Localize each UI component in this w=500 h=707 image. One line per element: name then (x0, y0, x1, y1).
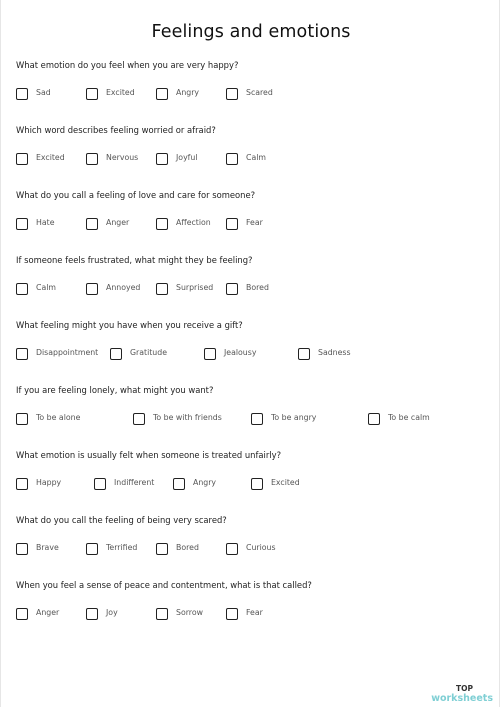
option-checkbox[interactable] (16, 474, 61, 490)
option-checkbox[interactable] (156, 539, 199, 555)
option-label: Hate (36, 217, 55, 227)
option-checkbox[interactable] (173, 474, 216, 490)
question-6: If you are feeling lonely, what might you want? (16, 385, 214, 395)
option-checkbox[interactable] (86, 539, 137, 555)
option-checkbox[interactable] (226, 149, 266, 165)
question-5: What feeling might you have when you receive a gift? (16, 320, 243, 330)
option-label: Sad (36, 87, 51, 97)
option-checkbox[interactable] (156, 149, 198, 165)
checkbox-icon[interactable] (156, 153, 168, 165)
checkbox-icon[interactable] (204, 348, 216, 360)
checkbox-icon[interactable] (110, 348, 122, 360)
option-label: To be with friends (153, 412, 222, 422)
checkbox-icon[interactable] (16, 218, 28, 230)
brand-logo-top: TOP (456, 684, 473, 693)
option-checkbox[interactable] (16, 344, 98, 360)
option-checkbox[interactable] (86, 604, 118, 620)
option-label: Joyful (176, 152, 198, 162)
option-checkbox[interactable] (226, 84, 273, 100)
option-label: Nervous (106, 152, 139, 162)
option-label: To be calm (388, 412, 430, 422)
question-7: What emotion is usually felt when someone is treated unfairly? (16, 450, 282, 460)
option-checkbox[interactable] (86, 84, 135, 100)
option-label: Affection (176, 217, 211, 227)
option-checkbox[interactable] (16, 409, 80, 425)
option-checkbox[interactable] (156, 84, 199, 100)
checkbox-icon[interactable] (133, 413, 145, 425)
option-checkbox[interactable] (204, 344, 256, 360)
option-label: Calm (36, 282, 56, 292)
option-checkbox[interactable] (156, 214, 211, 230)
option-checkbox[interactable] (156, 604, 203, 620)
option-checkbox[interactable] (251, 409, 316, 425)
checkbox-icon[interactable] (298, 348, 310, 360)
checkbox-icon[interactable] (226, 608, 238, 620)
option-label: Anger (36, 607, 60, 617)
question-9: When you feel a sense of peace and contentment, what is that called? (16, 580, 312, 590)
option-checkbox[interactable] (298, 344, 351, 360)
checkbox-icon[interactable] (16, 478, 28, 490)
option-checkbox[interactable] (156, 279, 213, 295)
option-checkbox[interactable] (16, 149, 65, 165)
brand-logo (431, 685, 493, 703)
checkbox-icon[interactable] (86, 543, 98, 555)
option-label: Excited (271, 477, 300, 487)
checkbox-icon[interactable] (16, 88, 28, 100)
checkbox-icon[interactable] (368, 413, 380, 425)
question-2: Which word describes feeling worried or afraid? (16, 125, 216, 135)
option-label: Anger (106, 217, 130, 227)
checkbox-icon[interactable] (226, 283, 238, 295)
option-label: Jealousy (224, 347, 257, 357)
option-label: To be alone (36, 412, 81, 422)
checkbox-icon[interactable] (16, 543, 28, 555)
option-checkbox[interactable] (226, 604, 263, 620)
option-checkbox[interactable] (251, 474, 300, 490)
option-checkbox[interactable] (133, 409, 222, 425)
question-8: What do you call the feeling of being very scared? (16, 515, 227, 525)
option-label: Happy (36, 477, 62, 487)
option-checkbox[interactable] (368, 409, 430, 425)
checkbox-icon[interactable] (251, 413, 263, 425)
option-checkbox[interactable] (94, 474, 154, 490)
checkbox-icon[interactable] (156, 608, 168, 620)
checkbox-icon[interactable] (94, 478, 106, 490)
option-label: Disappointment (36, 347, 99, 357)
option-label: Bored (176, 542, 199, 552)
checkbox-icon[interactable] (156, 543, 168, 555)
option-label: Sadness (318, 347, 351, 357)
option-label: Indifferent (114, 477, 155, 487)
option-checkbox[interactable] (16, 539, 59, 555)
checkbox-icon[interactable] (16, 283, 28, 295)
option-label: Joy (106, 607, 118, 617)
checkbox-icon[interactable] (16, 348, 28, 360)
option-label: Gratitude (130, 347, 167, 357)
option-checkbox[interactable] (16, 604, 59, 620)
page-title: Feelings and emotions (151, 22, 351, 42)
checkbox-icon[interactable] (156, 218, 168, 230)
checkbox-icon[interactable] (86, 608, 98, 620)
checkbox-icon[interactable] (156, 283, 168, 295)
option-label: Angry (176, 87, 200, 97)
option-label: To be angry (271, 412, 317, 422)
option-checkbox[interactable] (226, 539, 276, 555)
option-label: Fear (246, 217, 263, 227)
checkbox-icon[interactable] (86, 283, 98, 295)
checkbox-icon[interactable] (86, 88, 98, 100)
checkbox-icon[interactable] (173, 478, 185, 490)
checkbox-icon[interactable] (226, 543, 238, 555)
option-checkbox[interactable] (86, 149, 138, 165)
option-checkbox[interactable] (86, 214, 129, 230)
checkbox-icon[interactable] (226, 88, 238, 100)
checkbox-icon[interactable] (251, 478, 263, 490)
checkbox-icon[interactable] (86, 153, 98, 165)
option-label: Bored (246, 282, 269, 292)
option-label: Sorrow (176, 607, 203, 617)
option-label: Calm (246, 152, 266, 162)
question-4: If someone feels frustrated, what might they be feeling? (16, 255, 253, 265)
option-checkbox[interactable] (16, 279, 56, 295)
option-checkbox[interactable] (226, 214, 263, 230)
option-checkbox[interactable] (226, 279, 269, 295)
checkbox-icon[interactable] (226, 153, 238, 165)
option-label: Angry (193, 477, 217, 487)
option-label: Terrified (106, 542, 138, 552)
option-checkbox[interactable] (16, 84, 51, 100)
option-label: Brave (36, 542, 59, 552)
checkbox-icon[interactable] (16, 608, 28, 620)
checkbox-icon[interactable] (16, 413, 28, 425)
option-label: Excited (36, 152, 65, 162)
option-checkbox[interactable] (110, 344, 167, 360)
option-label: Excited (106, 87, 135, 97)
option-label: Curious (246, 542, 276, 552)
checkbox-icon[interactable] (226, 218, 238, 230)
question-1: What emotion do you feel when you are very happy? (16, 60, 239, 70)
option-label: Fear (246, 607, 263, 617)
checkbox-icon[interactable] (16, 153, 28, 165)
checkbox-icon[interactable] (86, 218, 98, 230)
option-label: Annoyed (106, 282, 141, 292)
option-label: Surprised (176, 282, 214, 292)
option-checkbox[interactable] (16, 214, 55, 230)
brand-logo-bottom: worksheets (431, 692, 493, 704)
question-3: What do you call a feeling of love and care for someone? (16, 190, 256, 200)
option-checkbox[interactable] (86, 279, 140, 295)
option-label: Scared (246, 87, 273, 97)
checkbox-icon[interactable] (156, 88, 168, 100)
